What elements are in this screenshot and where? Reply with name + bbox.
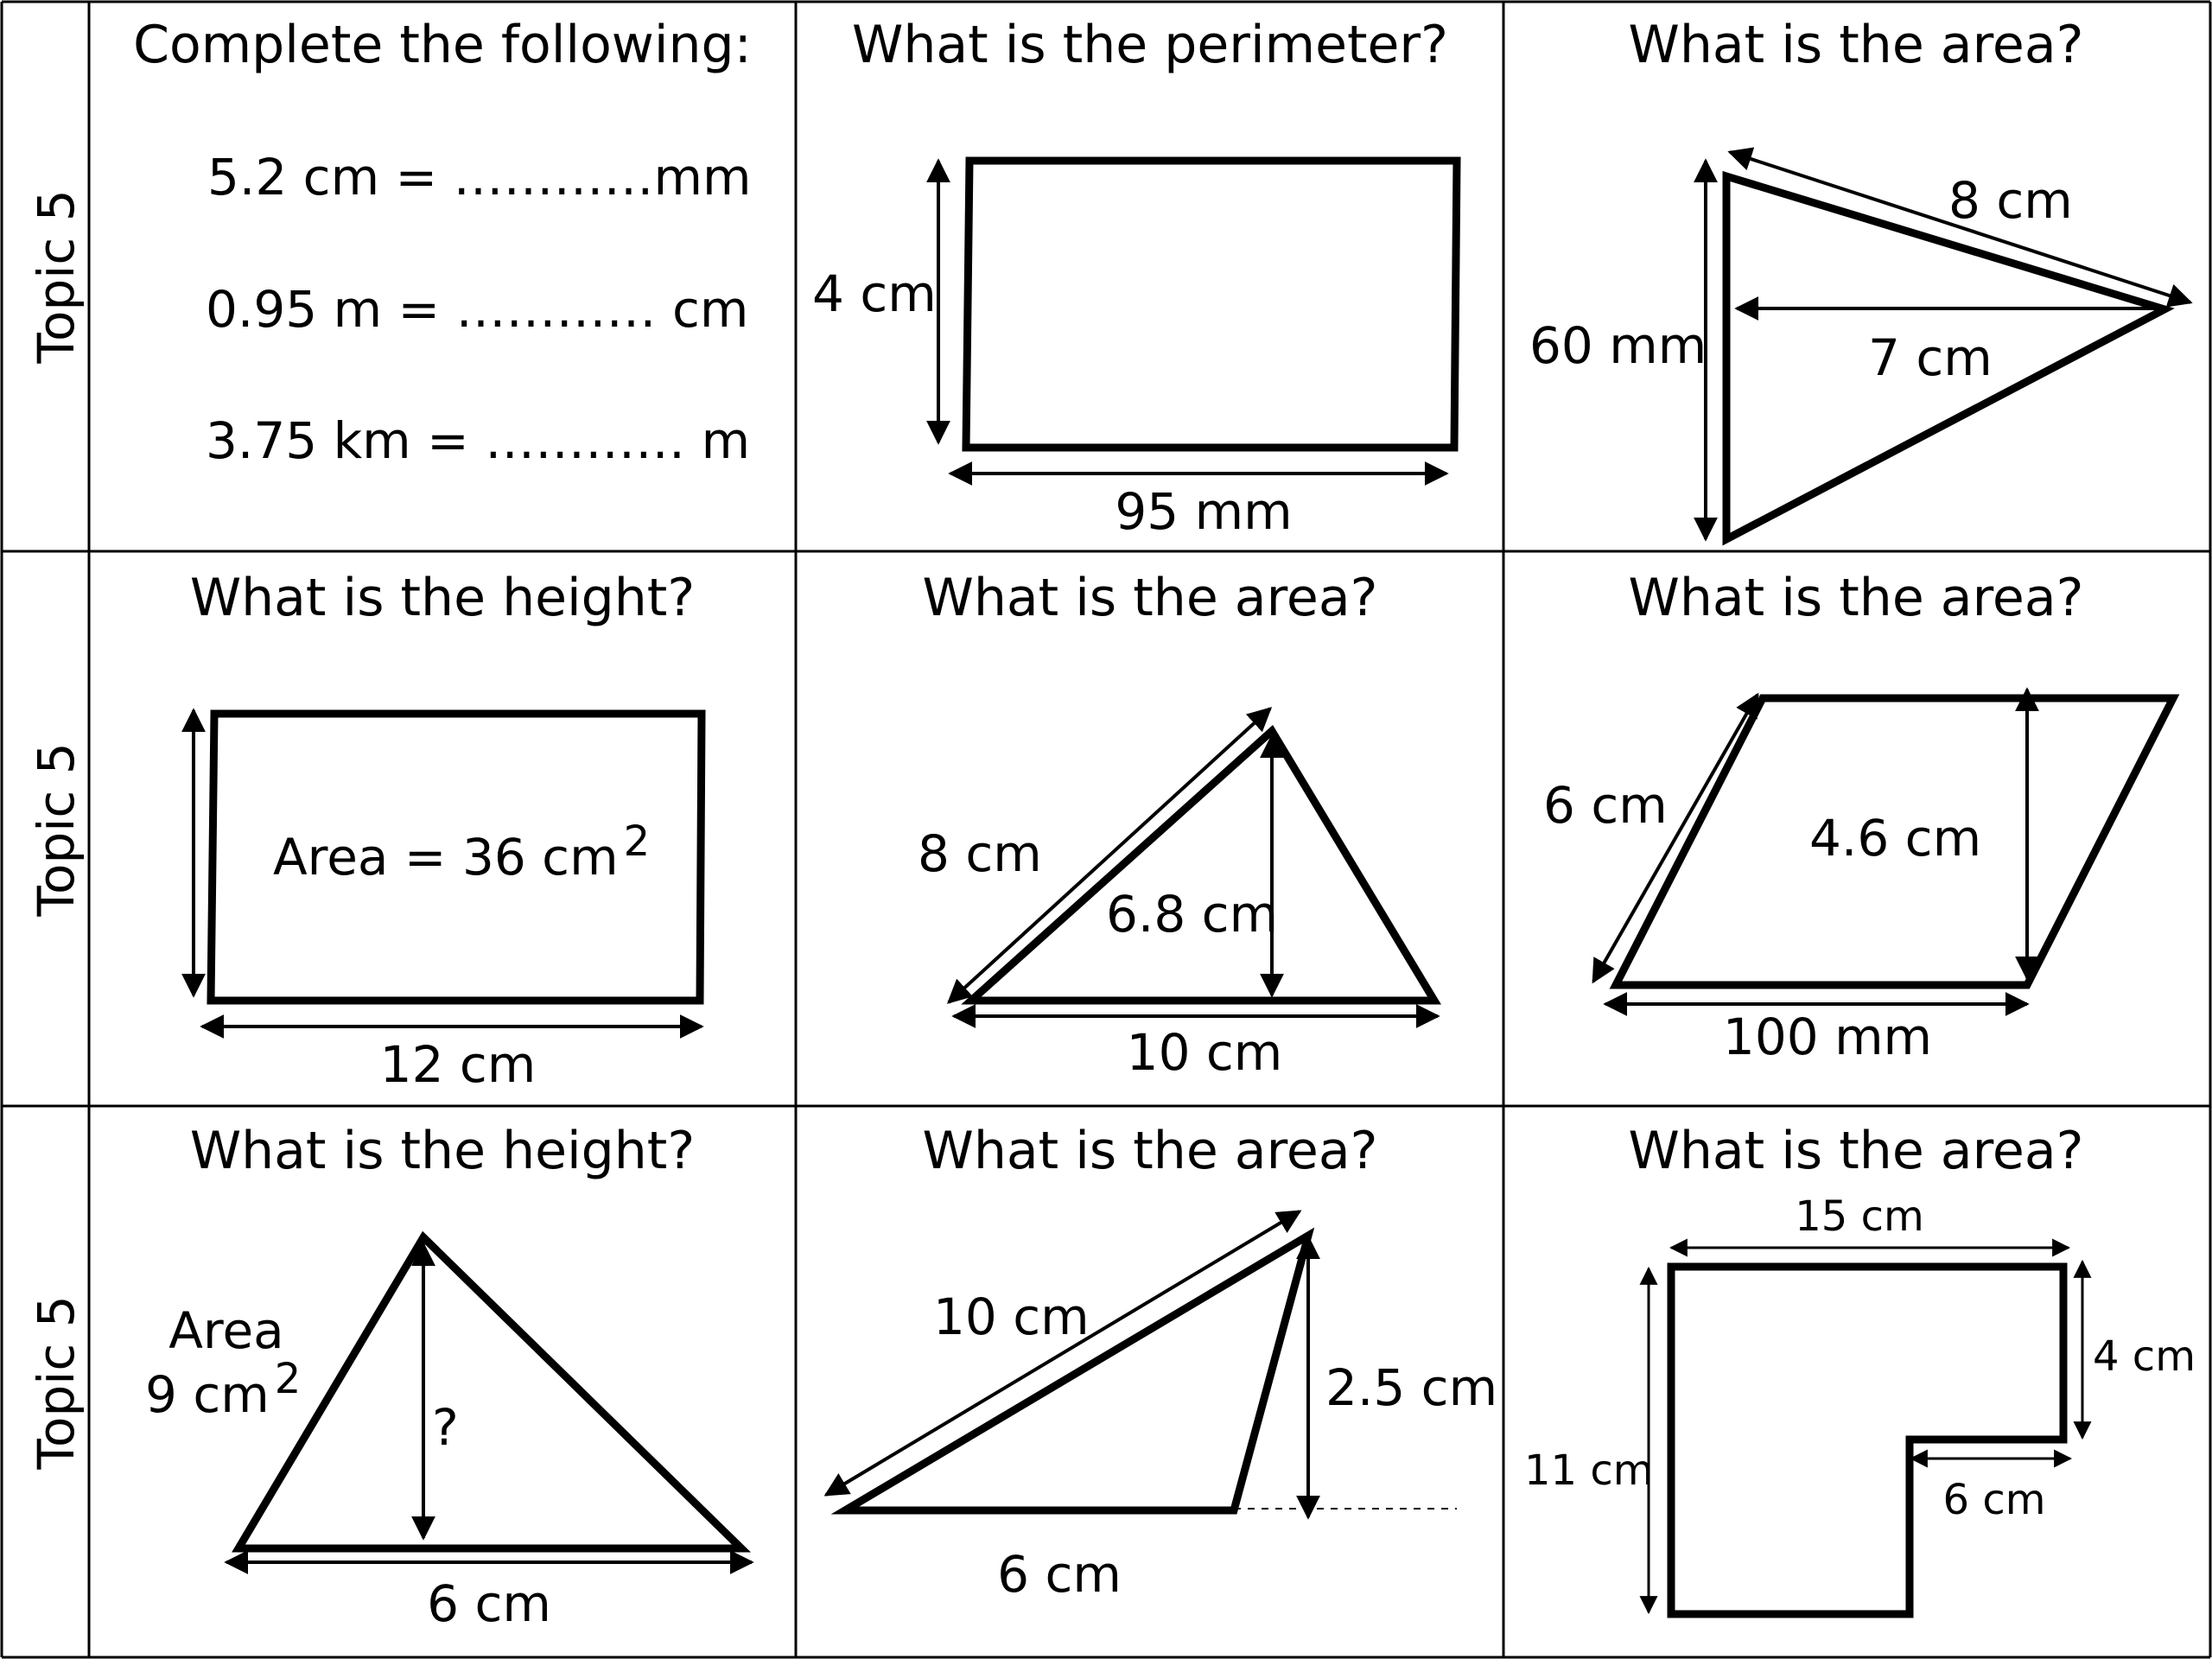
- area-label: Area = 36 cm $^2$: [273, 817, 651, 887]
- height-label: 4 cm: [812, 264, 937, 323]
- question-title: What is the perimeter?: [852, 15, 1448, 75]
- left-label: 11 cm: [1524, 1446, 1654, 1495]
- topic-label-row-3: Topic 5: [27, 1295, 86, 1470]
- slant-label: 10 cm: [933, 1287, 1090, 1346]
- slant-label: 6 cm: [1543, 776, 1668, 835]
- cell-parallelogram-area: [1543, 568, 2173, 1066]
- conversion-line: 5.2 cm = …………mm: [207, 148, 752, 207]
- base-label: 100 mm: [1722, 1007, 1933, 1066]
- base-label: 12 cm: [379, 1035, 537, 1094]
- triangle-shape: [238, 1237, 741, 1548]
- question-title: Complete the following:: [133, 15, 752, 75]
- topic-label-row-1: Topic 5: [27, 189, 86, 364]
- slant-arrow: [1593, 695, 1758, 982]
- question-title: What is the area?: [922, 1121, 1378, 1181]
- slant-label: 8 cm: [918, 824, 1042, 883]
- unknown-height-label: ?: [432, 1398, 459, 1457]
- question-title: What is the area?: [1628, 568, 2084, 628]
- cell-rectangle-perimeter: [812, 15, 1457, 541]
- height-label: 2.5 cm: [1325, 1358, 1498, 1417]
- height-label: 60 mm: [1529, 316, 1707, 375]
- question-title: What is the area?: [1628, 15, 2084, 75]
- triangle-shape: [845, 1236, 1308, 1510]
- area-word-label: Area: [168, 1301, 284, 1360]
- question-title: What is the height?: [189, 568, 696, 628]
- base-label: 6 cm: [427, 1574, 551, 1633]
- question-title: What is the area?: [922, 568, 1378, 628]
- conversion-line: 3.75 km = ………… m: [206, 411, 751, 470]
- step-label: 6 cm: [1942, 1476, 2046, 1524]
- inner-label: 7 cm: [1868, 328, 1993, 387]
- cell-unit-conversions: [133, 15, 752, 470]
- conversion-line: 0.95 m = ………… cm: [206, 280, 749, 339]
- cell-rectangle-height: [190, 568, 702, 1094]
- base-label: 95 mm: [1115, 482, 1293, 541]
- cell-triangle-height: [145, 1121, 752, 1633]
- base-label: 10 cm: [1126, 1023, 1283, 1082]
- cell-compound-shape-area: [1524, 1121, 2196, 1614]
- topic-label-row-2: Topic 5: [27, 742, 86, 917]
- top-label: 15 cm: [1795, 1192, 1924, 1241]
- rectangle-shape: [966, 161, 1457, 448]
- base-label: 6 cm: [997, 1545, 1122, 1604]
- cell-obtuse-triangle-area: [826, 1121, 1497, 1604]
- height-label: 4.6 cm: [1809, 809, 1982, 868]
- question-title: What is the height?: [189, 1121, 696, 1181]
- l-shape: [1671, 1267, 2063, 1614]
- question-title: What is the area?: [1628, 1121, 2084, 1181]
- area-value-label: 9 cm $^2$: [145, 1355, 302, 1424]
- slant-label: 8 cm: [1948, 171, 2073, 230]
- cell-triangle-area: [1529, 15, 2190, 539]
- cell-triangle-area: [918, 568, 1438, 1082]
- right-label: 4 cm: [2093, 1332, 2196, 1381]
- slant-arrow: [826, 1211, 1300, 1495]
- height-label: 6.8 cm: [1106, 885, 1279, 944]
